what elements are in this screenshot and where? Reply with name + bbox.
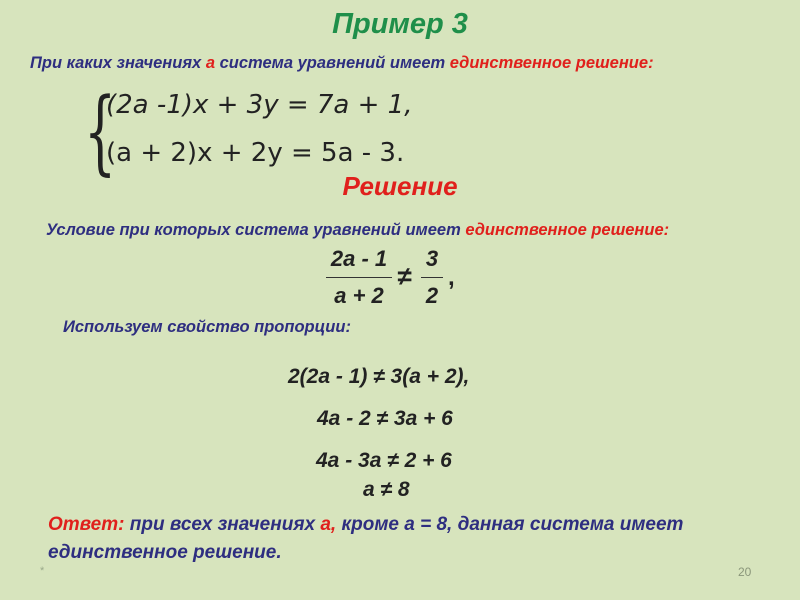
condition-text: Условие при которых система уравнений имеет	[46, 221, 466, 239]
answer-label: Ответ:	[48, 514, 125, 535]
equation-2: (a + 2)x + 2y = 5a - 3.	[106, 138, 405, 168]
step-3: 4a - 3a ≠ 2 + 6	[316, 449, 452, 472]
proportion-property-note: Используем свойство пропорции:	[63, 318, 351, 336]
fraction-left-bar	[326, 277, 392, 278]
answer-text-end: кроме а = 8, данная система имеет единственное решение.	[48, 514, 684, 563]
step-1: 2(2a - 1) ≠ 3(a + 2),	[288, 365, 470, 388]
problem-text-mid: система уравнений имеет	[215, 54, 450, 72]
inequality-comma: ,	[448, 264, 455, 291]
equation-1: (2a -1)x + 3y = 7a + 1,	[106, 90, 413, 120]
condition-statement	[46, 221, 669, 240]
condition-highlight: единственное решение:	[465, 221, 670, 239]
parameter-a: а	[205, 54, 215, 72]
solution-heading: Решение	[342, 171, 458, 201]
fraction-right-denominator: 2	[425, 283, 439, 308]
slide-title: Пример 3	[332, 8, 468, 40]
fraction-left-numerator: 2a - 1	[330, 246, 388, 271]
page-number: 20	[738, 565, 752, 579]
footer-star: *	[40, 565, 45, 577]
fraction-left	[326, 246, 392, 309]
problem-text-start: При каких значениях	[30, 54, 206, 72]
step-4: a ≠ 8	[363, 478, 410, 501]
answer-parameter: а,	[320, 514, 337, 535]
equation-system	[84, 78, 414, 185]
step-2: 4a - 2 ≠ 3a + 6	[317, 407, 453, 430]
fraction-right	[421, 246, 443, 309]
fraction-right-bar	[421, 277, 443, 278]
not-equal-sign: ≠	[397, 261, 412, 291]
system-brace: {	[84, 78, 117, 185]
problem-statement	[30, 54, 654, 73]
problem-highlight: единственное решение:	[449, 54, 654, 72]
answer-text-start: при всех значениях	[124, 514, 321, 535]
fraction-right-numerator: 3	[425, 246, 439, 271]
answer	[48, 511, 768, 567]
fraction-left-denominator: a + 2	[334, 283, 384, 308]
